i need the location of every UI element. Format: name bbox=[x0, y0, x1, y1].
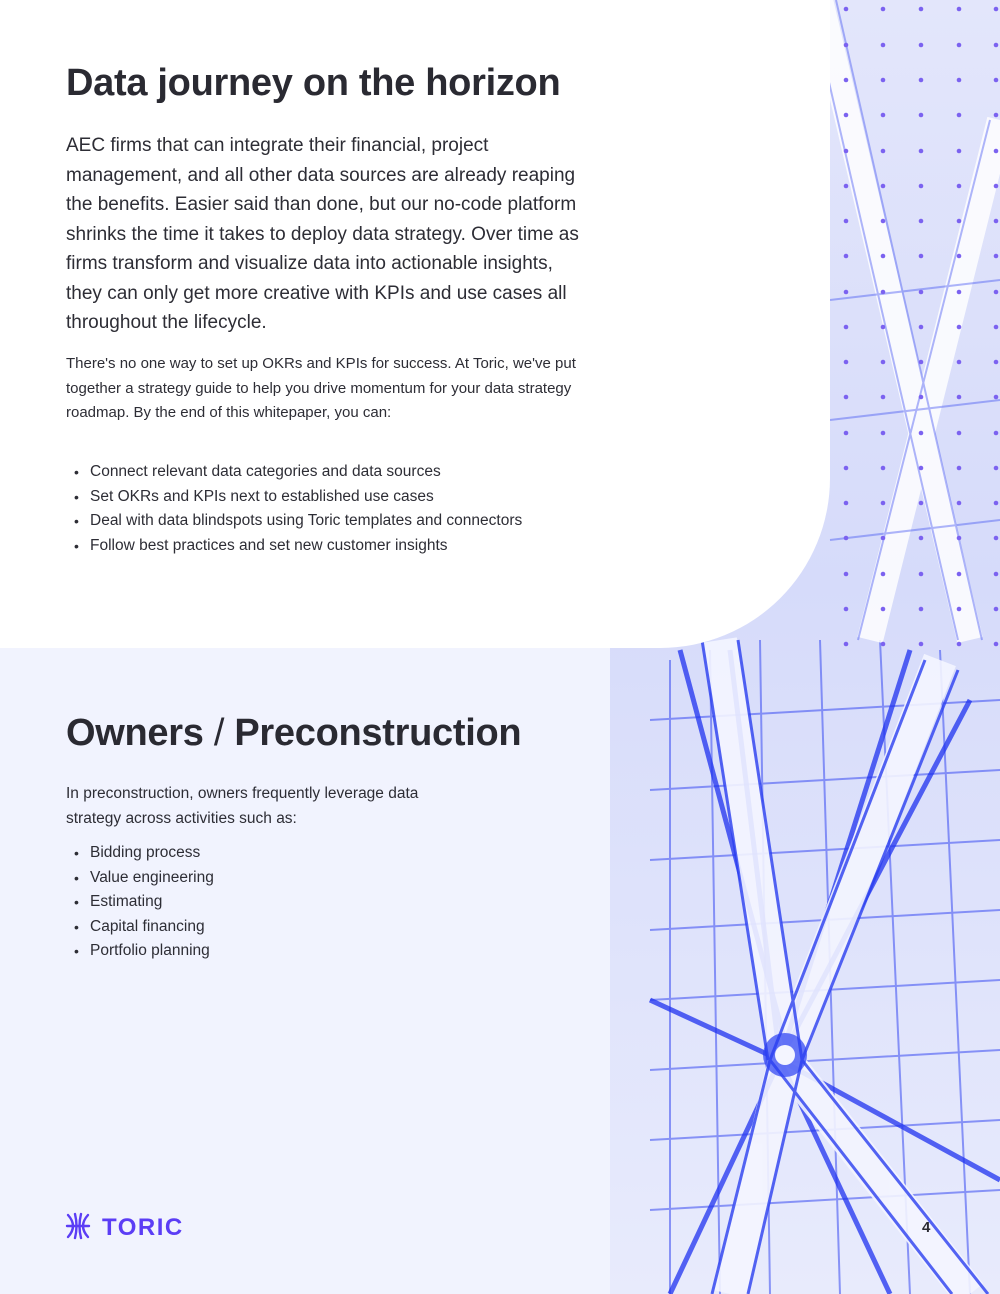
list-item: • Portfolio planning bbox=[74, 942, 210, 959]
toric-logo bbox=[64, 1212, 184, 1244]
heading-slash: / bbox=[213, 712, 225, 754]
section-heading-owners-preconstruction bbox=[66, 712, 521, 755]
list-item: • Value engineering bbox=[74, 868, 214, 886]
activities-list bbox=[66, 841, 214, 964]
heading-preconstruction: Preconstruction bbox=[234, 712, 522, 754]
toric-asterisk-icon bbox=[64, 1212, 92, 1245]
list-item-text: Follow best practices and set new customer insights bbox=[90, 536, 448, 554]
list-item-text: Capital financing bbox=[90, 917, 205, 935]
body-paragraph: There's no one way to set up OKRs and KPIs for success. At Toric, we've put together a strategy guide to help you drive momentum for your data strategy roadmap. By the end of this whitepaper, you can: bbox=[66, 355, 576, 421]
brand-name: TORIC bbox=[102, 1214, 184, 1241]
list-item: • Connect relevant data categories and data sources bbox=[74, 463, 441, 480]
list-item-text: Portfolio planning bbox=[90, 942, 210, 959]
section-heading-data-journey: Data journey on the horizon bbox=[66, 62, 561, 104]
list-item-text: Connect relevant data categories and data sources bbox=[90, 463, 441, 480]
lead-paragraph: AEC firms that can integrate their financial, project management, and all other data sources are already reaping the benefits. Easier said than done, but our no-code platform shrinks the time it takes to deploy data strategy. Over time as firms transform and visualize data into actionable insights, they can only get more creative with KPIs and use cases all throughout the lifecycle. bbox=[66, 135, 579, 333]
list-item: • Deal with data blindspots using Toric templates and connectors bbox=[74, 512, 523, 529]
list-item: • Estimating bbox=[74, 893, 163, 910]
list-item: • Follow best practices and set new customer insights bbox=[74, 536, 448, 554]
page-number: 4 bbox=[922, 1219, 931, 1236]
heading-owners: Owners bbox=[66, 712, 204, 754]
preconstruction-intro: In preconstruction, owners frequently leverage data strategy across activities such as: bbox=[66, 785, 419, 827]
outcomes-list bbox=[66, 460, 522, 558]
dot-pattern-decoration bbox=[838, 0, 1000, 660]
list-item-text: Value engineering bbox=[90, 868, 214, 886]
list-item-text: Set OKRs and KPIs next to established use cases bbox=[90, 487, 434, 505]
list-item-text: Bidding process bbox=[90, 844, 201, 861]
list-item: • Set OKRs and KPIs next to established use cases bbox=[74, 487, 434, 505]
list-item-text: Deal with data blindspots using Toric templates and connectors bbox=[90, 512, 523, 529]
list-item: • Bidding process bbox=[74, 844, 201, 861]
list-item-text: Estimating bbox=[90, 893, 163, 910]
list-item: • Capital financing bbox=[74, 917, 205, 935]
